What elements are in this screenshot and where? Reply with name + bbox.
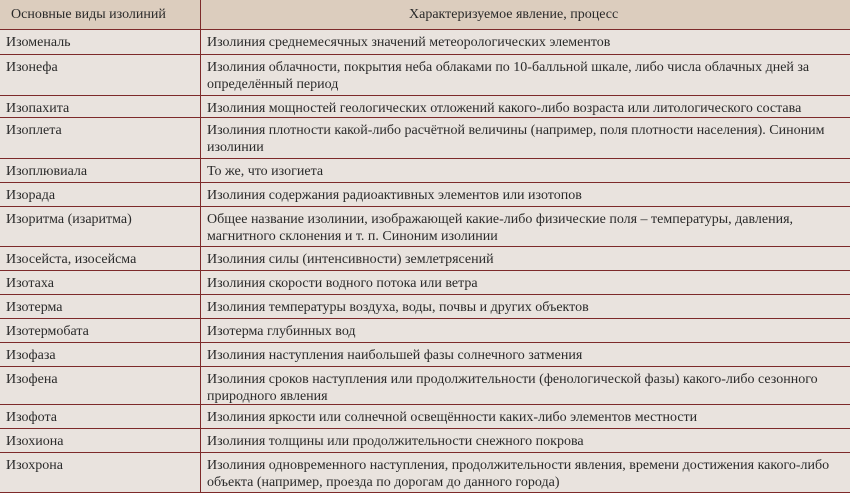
row-desc: Изолиния толщины или продолжительности снежного покрова — [207, 434, 584, 449]
table-row — [0, 183, 850, 207]
row-name: Изопахита — [6, 101, 70, 116]
row-desc: Изолиния плотности какой-либо расчётной величины (например, поля плотности населения). Синоним изолинии — [207, 123, 825, 155]
column-divider — [200, 0, 201, 493]
table-row — [0, 429, 850, 453]
row-name: Изоплювиала — [6, 164, 88, 179]
table-row — [0, 343, 850, 367]
table-row — [0, 207, 850, 247]
row-desc: Изотерма глубинных вод — [207, 324, 356, 339]
row-name: Изохиона — [6, 434, 64, 449]
table-row — [0, 159, 850, 183]
row-name: Изоплета — [6, 123, 62, 138]
row-desc: Изолиния одновременного наступления, продолжительности явления, времени достижения какого-либо объекта (например, проезда по дорогам до данного города) — [207, 458, 830, 490]
row-name: Изорада — [6, 188, 56, 203]
row-desc: Общее название изолинии, изображающей какие-либо физические поля – температуры, давления, магнитного склонения и т. п. Синоним изолинии — [207, 212, 794, 244]
row-name: Изоритма (изаритма) — [6, 212, 132, 227]
row-desc: Изолиния мощностей геологических отложений какого-либо возраста или литологического состава — [207, 101, 802, 116]
row-name: Изофаза — [6, 348, 56, 363]
row-desc: Изолиния температуры воздуха, воды, почвы и других объектов — [207, 300, 589, 315]
table-row — [0, 55, 850, 96]
row-name: Изотаха — [6, 276, 54, 291]
table-row — [0, 405, 850, 429]
row-desc: Изолиния наступления наибольшей фазы солнечного затмения — [207, 348, 583, 363]
row-name: Изоменаль — [6, 35, 71, 50]
table-header — [0, 0, 850, 30]
header-col-phenomenon: Характеризуемое явление, процесс — [409, 7, 619, 22]
header-col-isoline-types: Основные виды изолиний — [11, 7, 166, 22]
row-desc: Изолиния содержания радиоактивных элементов или изотопов — [207, 188, 582, 203]
row-name: Изосейста, изосейсма — [6, 252, 137, 267]
row-desc: Изолиния скорости водного потока или ветра — [207, 276, 478, 291]
table-row — [0, 271, 850, 295]
row-name: Изонефа — [6, 60, 58, 75]
row-name: Изофота — [6, 410, 57, 425]
row-desc: Изолиния среднемесячных значений метеорологических элементов — [207, 35, 611, 50]
table-row — [0, 96, 850, 118]
table-row — [0, 118, 850, 159]
row-desc: Изолиния силы (интенсивности) землетрясений — [207, 252, 494, 267]
row-name: Изотерма — [6, 300, 63, 315]
table-row — [0, 453, 850, 493]
row-name: Изохрона — [6, 458, 63, 473]
row-name: Изотермобата — [6, 324, 89, 339]
row-name: Изофена — [6, 372, 58, 387]
table-row — [0, 319, 850, 343]
row-desc: Изолиния сроков наступления или продолжительности (фенологической фазы) какого-либо сезонного природного явления — [207, 372, 818, 404]
row-desc: Изолиния облачности, покрытия неба облаками по 10-балльной шкале, либо числа облачных дней за определённый период — [207, 60, 810, 92]
table-row — [0, 247, 850, 271]
row-desc: То же, что изогиета — [207, 164, 324, 179]
table-row — [0, 295, 850, 319]
table-row — [0, 30, 850, 55]
row-desc: Изолиния яркости или солнечной освещённости каких-либо элементов местности — [207, 410, 698, 425]
table-row — [0, 367, 850, 405]
